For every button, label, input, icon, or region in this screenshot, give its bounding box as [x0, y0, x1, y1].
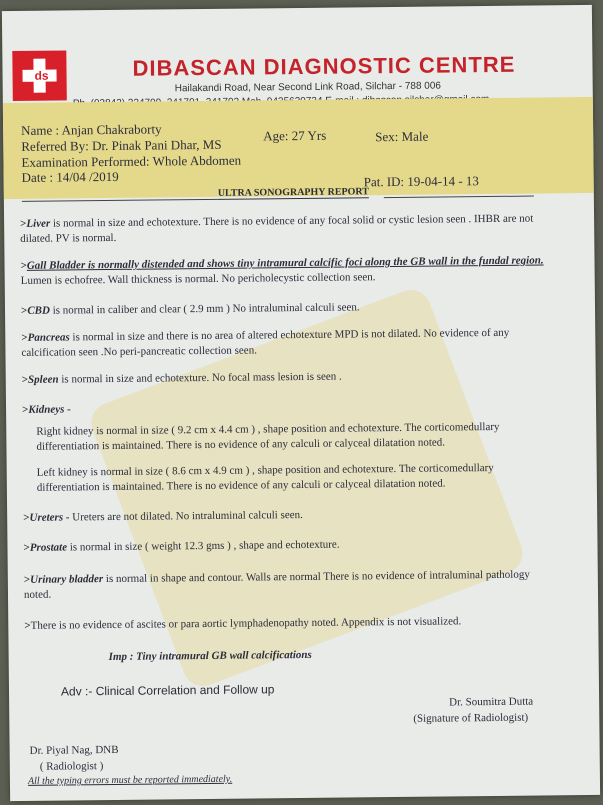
patient-age: Age: 27 Yrs [263, 127, 327, 144]
spleen-finding: >Spleen is normal in size and echotexture. No focal mass lesion is seen . [21, 370, 342, 386]
signature-right-role: (Signature of Radiologist) [413, 711, 529, 725]
signature-left-name: Dr. Piyal Nag, DNB [29, 743, 119, 757]
right-kidney-finding: Right kidney is normal in size ( 9.2 cm x 4.4 cm ) , shape position and echotexture. The corticomedullary differentiation is maintained. There is no evidence of any calculi or calyceal dilatation noted. [36, 420, 500, 453]
footer-note: All the typing errors must be reported immediately. [27, 773, 233, 787]
liver-finding: >Liver is normal in size and echotexture. There is no evidence of any focal solid or cystic lesion seen . IHBR are not dilated. PV is normal. [20, 212, 534, 245]
kidneys-heading: >Kidneys - [21, 403, 71, 416]
impression: Imp : Tiny intramural GB wall calcifications [108, 648, 312, 664]
gall-bladder-finding: >Gall Bladder is normally distended and shows tiny intramural calcific foci along the GB wall in the fundal region. Lumen is echofree. Wall thickness is normal. No pericholecystic collection seen. [20, 254, 544, 287]
patient-sex: Sex: Male [375, 128, 429, 145]
signature-left-role: ( Radiologist ) [39, 760, 104, 773]
pancreas-finding: >Pancreas is normal in size and there is no area of altered echotexture MPD is not dilated. No evidence of any calcification seen .No peri-pancreatic collection seen. [21, 326, 510, 359]
report-paper [2, 5, 600, 801]
clinic-name: DIBASCAN DIAGNOSTIC CENTRE [132, 51, 516, 81]
exam-performed: Examination Performed: Whole Abdomen [21, 152, 242, 170]
urinary-bladder-finding: >Urinary bladder is normal in shape and contour. Walls are normal There is no evidence of intraluminal pathology noted. [23, 568, 530, 601]
patient-id: Pat. ID: 19-04-14 - 13 [363, 173, 479, 190]
patient-name: Name : Anjan Chakraborty [21, 121, 162, 138]
referred-by: Referred By: Dr. Pinak Pani Dhar, MS [21, 136, 222, 154]
letterhead [2, 23, 593, 109]
clinic-address: Hailakandi Road, Near Second Link Road, Silchar - 788 006 [174, 80, 442, 95]
advice: Adv :- Clinical Correlation and Follow up [60, 682, 275, 699]
left-kidney-finding: Left kidney is normal in size ( 8.6 cm x 4.9 cm ) , shape position and echotexture. The corticomedullary differentiation is maintained. There is no evidence of any calculi or calyceal dilatation noted. [36, 461, 494, 494]
ascites-finding: >There is no evidence of ascites or para aortic lymphadenopathy noted. Appendix is not visualized. [24, 615, 462, 632]
divider [22, 199, 218, 202]
prostate-finding: >Prostate is normal in size ( weight 12.3 gms ) , shape and echotexture. [23, 538, 340, 554]
ureters-finding: >Ureters - Ureters are not dilated. No intraluminal calculi seen. [23, 508, 303, 524]
report-title: ULTRA SONOGRAPHY REPORT [217, 186, 370, 199]
divider [384, 196, 534, 199]
clinic-logo-icon: ds [12, 50, 67, 101]
report-date: Date : 14/04 /2019 [21, 168, 119, 185]
cbd-finding: >CBD is normal in caliber and clear ( 2.9 mm ) No intraluminal calculi seen. [20, 301, 360, 317]
patient-info-band [3, 97, 594, 199]
signature-right-name: Dr. Soumitra Dutta [449, 695, 534, 709]
